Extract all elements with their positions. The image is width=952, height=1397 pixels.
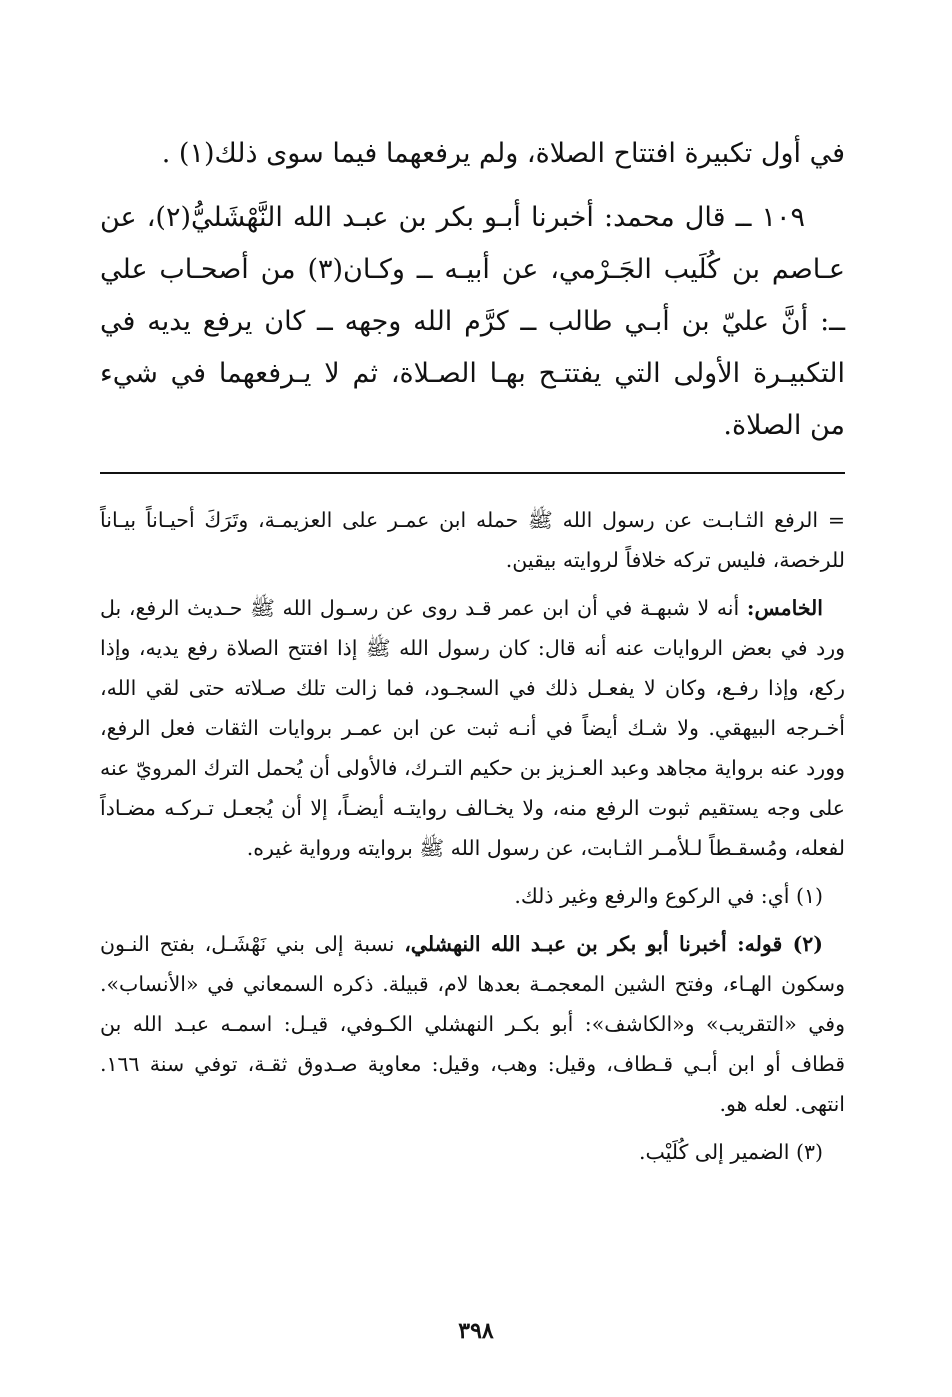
page-number: ٣٩٨ xyxy=(458,1318,494,1344)
fifth-point-label: الخامس: xyxy=(746,596,823,620)
footnote-2 xyxy=(100,924,845,1124)
fifth-point-text: أنه لا شبهـة في أن ابن عمر قـد روى عن رسـول الله ﷺ حـديث الرفع، بل ورد في بعض الروايات عنه أنه قال: كان رسول الله ﷺ إذا افتتح الصلاة رفع يديه، وإذا ركع، وإذا رفـع، وكان لا يفعـل ذلك في السجـود، فما زالت تلك صـلاته حتى لقي الله، أخـرجه البيهقي. ولا شـك أيضاً في أنـه ثبت عن ابن عمـر بروايات الثقات فعل الرفع، وورد عنه برواية مجاهد وعبد العـزيز بن حكيم التـرك، فالأولى أن يُحمل الترك المرويّ عنه على وجه يستقيم ثبوت الرفع منه، ولا يخـالف روايتـه أيضـاً، إلا أن يُجعـل تـركـه مضـاداً لفعله، ومُسقـطاً لـلأمـر الثـابت، عن رسول الله ﷺ بروايته ورواية غيره. xyxy=(100,596,845,860)
main-text xyxy=(100,128,845,464)
footnote-3: (٣) الضمير إلى كُلَيْب. xyxy=(638,1140,823,1164)
footnote-separator xyxy=(100,472,845,474)
commentary-fifth-point xyxy=(100,588,845,868)
footnote-2-lead: (٢) قوله: أخبرنا أبو بكر بن عبـد الله النهشلي، xyxy=(404,932,823,956)
main-paragraph-1: في أول تكبيرة افتتاح الصلاة، ولم يرفعهما فيما سوى ذلك(١) . xyxy=(161,138,845,169)
footnotes xyxy=(100,500,845,1180)
footnote-2-text: نسبة إلى بني نَهْشَـل، بفتح النـون وسكون الهـاء، وفتح الشين المعجمـة بعدها لام، قبيلة. ذكره السمعاني في «الأنساب». وفي «التقريب» و«الكاشف»: أبو بكـر النهشلي الكـوفي، قيـل: اسمـه عبـد الله بن قطاف أو ابن أبـي قـطاف، وقيل: وهب، وقيل: معاوية صـدوق ثقـة، توفي سنة ١٦٦. انتهى. لعله هو. xyxy=(100,932,845,1116)
commentary-continuation: = الرفع الثـابـت عن رسول الله ﷺ حمله ابن عمـر على العزيمـة، وتَرَكَ أحيـاناً بيـاناً للرخصة، فليس تركه خلافاً لروايته بيقين. xyxy=(100,508,845,572)
hadith-109-paragraph: ١٠٩ ــ قال محمد: أخبرنا أبـو بكر بن عبـد الله النَّهْشَليُّ(٢)، عن عـاصم بن كُلَيب الجَـرْمي، عن أبيـه ــ وكـان(٣) من أصحـاب علي ــ: أنَّ عليّ بن أبـي طالب ــ كرَّم الله وجهه ــ كان يرفع يديه في التكبيـرة الأولى التي يفتتـح بهـا الصـلاة، ثم لا يـرفعهما في شيء من الصلاة. xyxy=(100,202,845,441)
footnote-1: (١) أي: في الركوع والرفع وغير ذلك. xyxy=(514,884,823,908)
